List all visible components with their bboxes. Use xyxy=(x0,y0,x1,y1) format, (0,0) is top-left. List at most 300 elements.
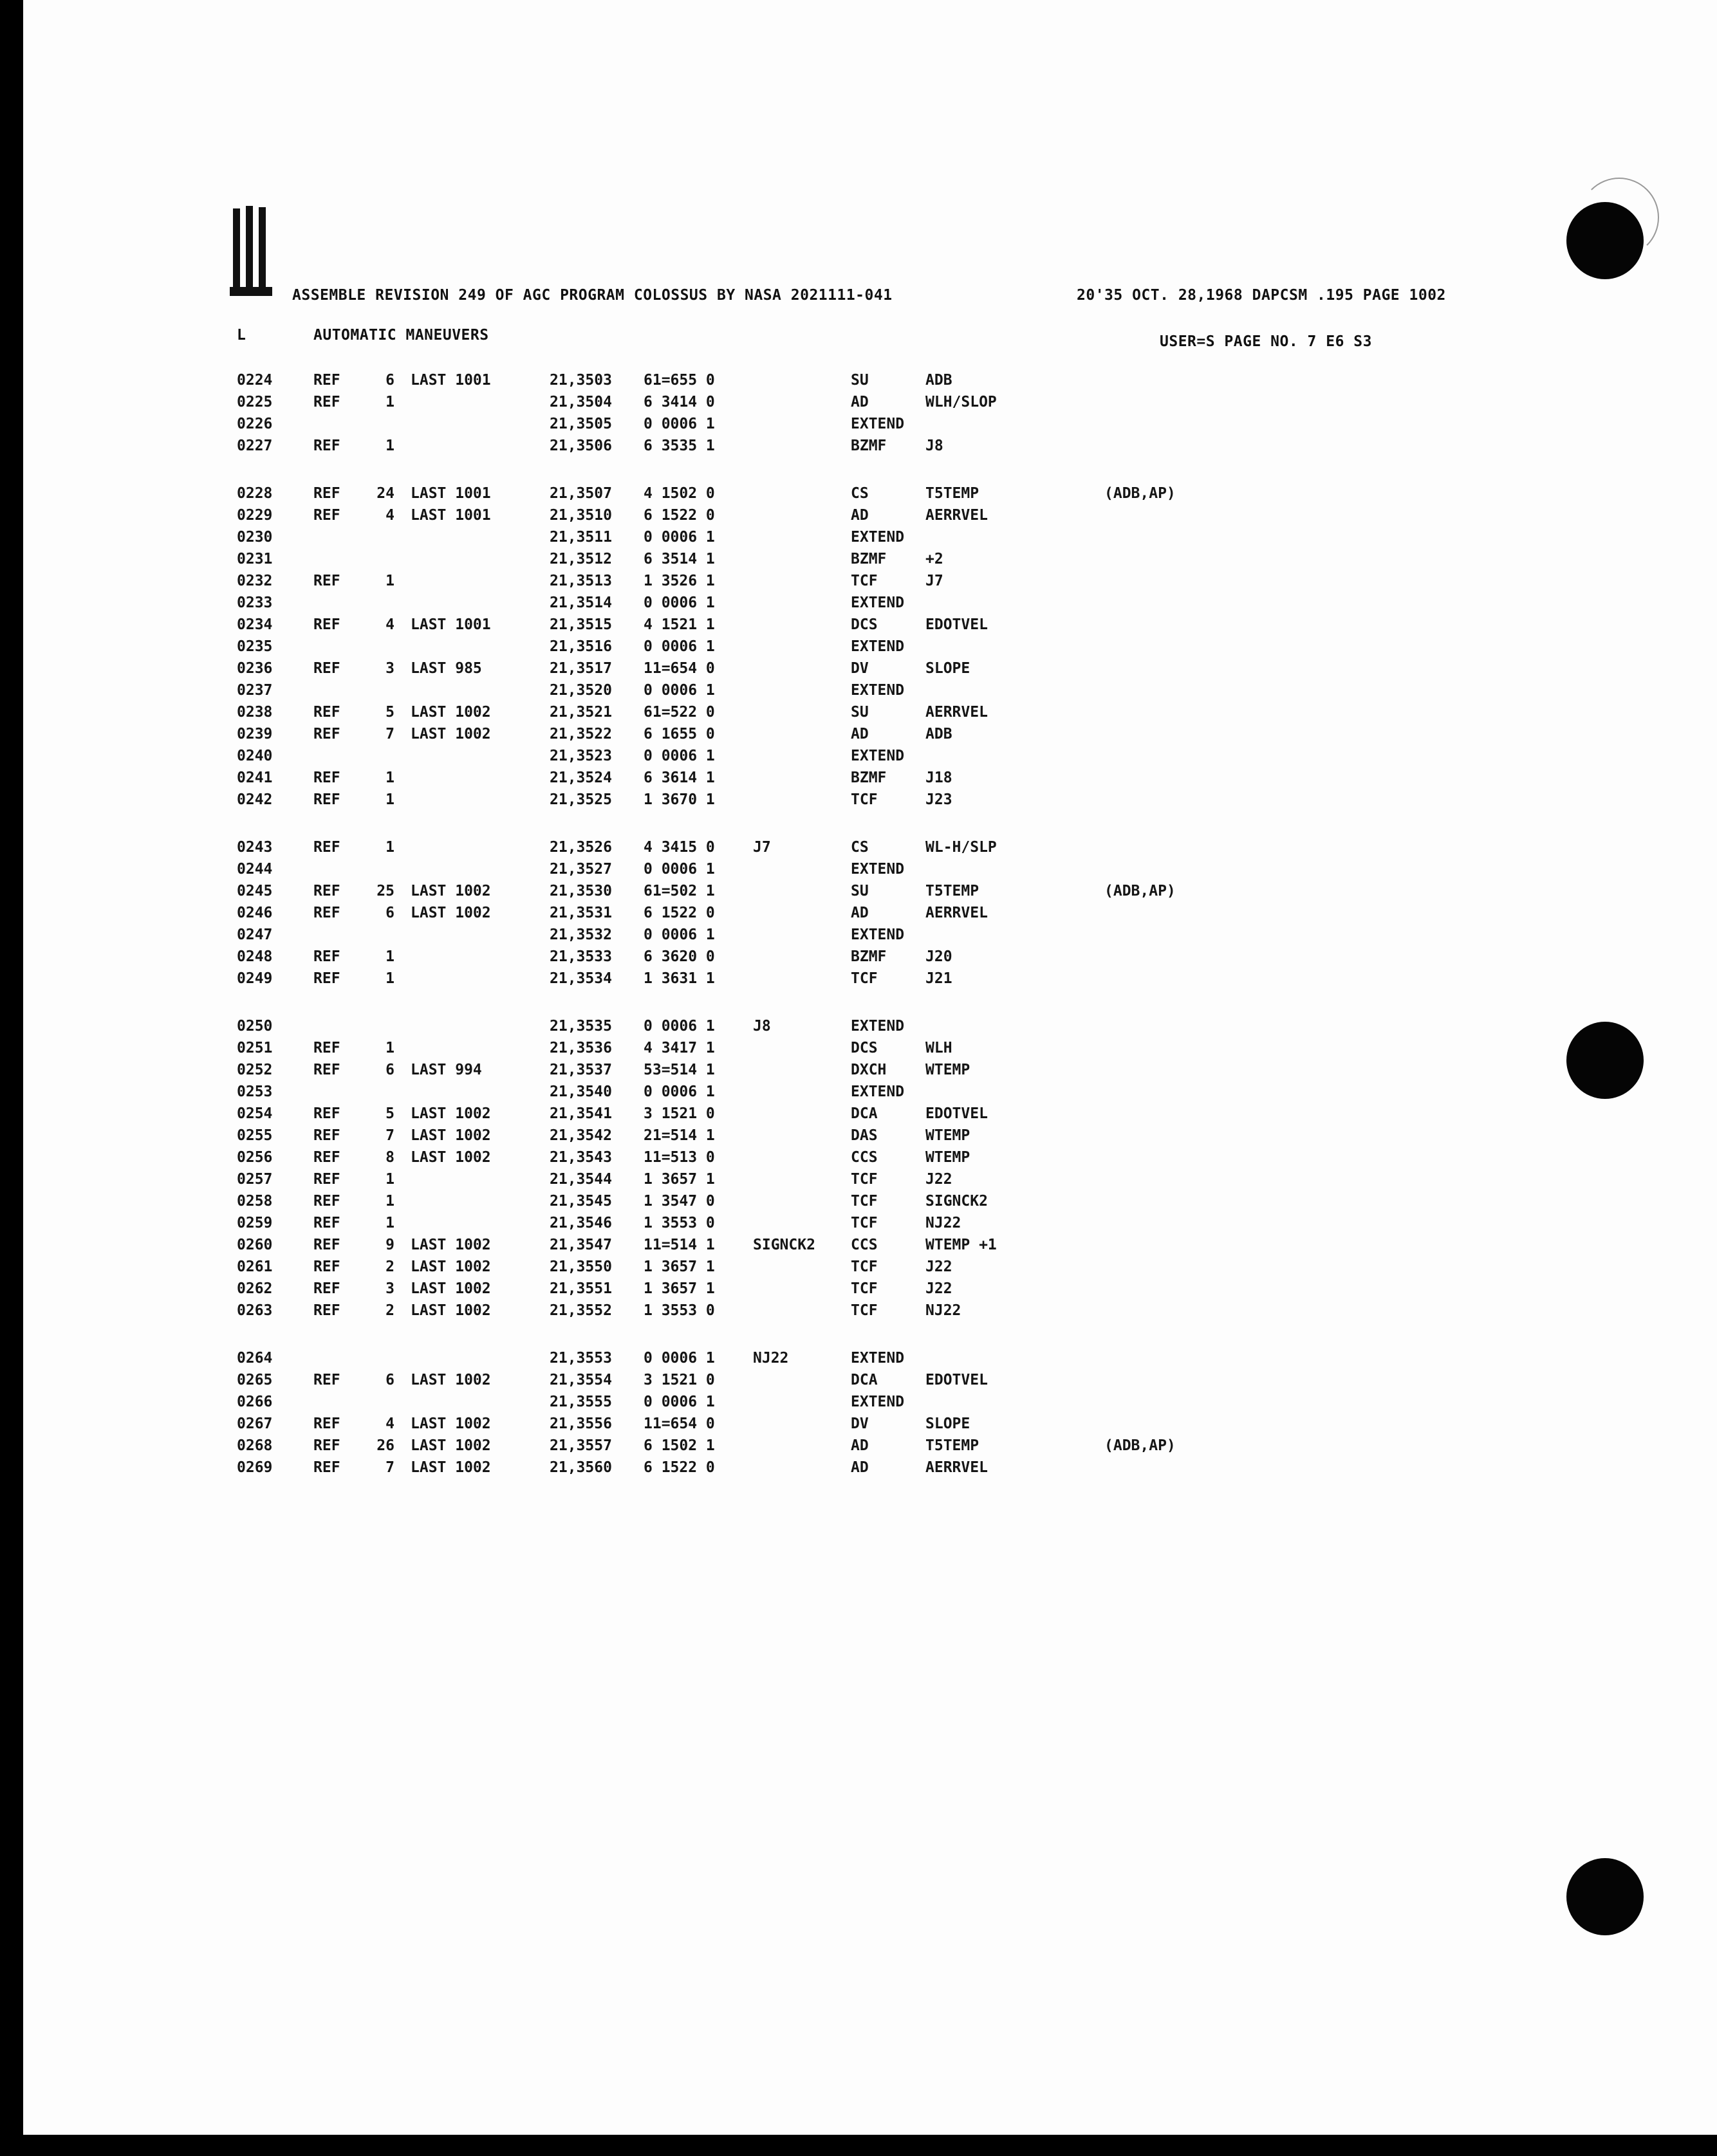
address: 21,3555 xyxy=(550,1394,612,1410)
comment: (ADB,AP) xyxy=(1104,485,1176,502)
ref-count: 7 xyxy=(385,726,394,742)
octal-word: 61=502 1 xyxy=(644,883,715,899)
octal-word: 1 3657 1 xyxy=(644,1280,715,1297)
line-number: 0245 xyxy=(237,883,273,899)
opcode: AD xyxy=(851,1459,869,1476)
address: 21,3550 xyxy=(550,1258,612,1275)
line-number: 0238 xyxy=(237,704,273,721)
operand: J18 xyxy=(925,769,952,786)
listing-row xyxy=(23,507,1717,529)
address: 21,3504 xyxy=(550,394,612,410)
ref-flag: REF xyxy=(313,1193,340,1210)
address: 21,3552 xyxy=(550,1302,612,1319)
octal-word: 1 3547 0 xyxy=(644,1193,715,1210)
ref-flag: REF xyxy=(313,1149,340,1166)
ref-count: 7 xyxy=(385,1459,394,1476)
ref-flag: REF xyxy=(313,948,340,965)
operand: NJ22 xyxy=(925,1215,961,1231)
listing-row xyxy=(23,1018,1717,1040)
opcode: AD xyxy=(851,507,869,524)
opcode: EXTEND xyxy=(851,638,905,655)
last-ref: LAST 1002 xyxy=(411,1258,491,1275)
octal-word: 4 1502 0 xyxy=(644,485,715,502)
line-number: 0255 xyxy=(237,1127,273,1144)
operand: J22 xyxy=(925,1280,952,1297)
ref-count: 1 xyxy=(385,791,394,808)
ref-count: 5 xyxy=(385,704,394,721)
line-number: 0237 xyxy=(237,682,273,699)
opcode: BZMF xyxy=(851,438,887,454)
address: 21,3521 xyxy=(550,704,612,721)
line-number: 0246 xyxy=(237,905,273,921)
opcode: DCA xyxy=(851,1105,878,1122)
listing-row xyxy=(23,883,1717,905)
operand: AERRVEL xyxy=(925,905,988,921)
operand: WTEMP xyxy=(925,1062,970,1078)
ref-flag: REF xyxy=(313,883,340,899)
line-number: 0242 xyxy=(237,791,273,808)
octal-word: 11=513 0 xyxy=(644,1149,715,1166)
octal-word: 1 3670 1 xyxy=(644,791,715,808)
address: 21,3523 xyxy=(550,748,612,764)
last-ref: LAST 1002 xyxy=(411,1127,491,1144)
octal-word: 11=654 0 xyxy=(644,1415,715,1432)
ref-count: 1 xyxy=(385,1040,394,1056)
octal-word: 0 0006 1 xyxy=(644,748,715,764)
ref-count: 25 xyxy=(376,883,394,899)
ref-count: 6 xyxy=(385,1062,394,1078)
last-ref: LAST 1001 xyxy=(411,616,491,633)
opcode: DV xyxy=(851,660,869,677)
octal-word: 11=514 1 xyxy=(644,1237,715,1253)
operand: T5TEMP xyxy=(925,485,979,502)
ref-flag: REF xyxy=(313,1258,340,1275)
address: 21,3517 xyxy=(550,660,612,677)
opcode: EXTEND xyxy=(851,926,905,943)
opcode: CS xyxy=(851,485,869,502)
listing-row xyxy=(23,682,1717,704)
operand: NJ22 xyxy=(925,1302,961,1319)
octal-word: 6 1502 1 xyxy=(644,1437,715,1454)
line-number: 0263 xyxy=(237,1302,273,1319)
ref-flag: REF xyxy=(313,1415,340,1432)
listing-row xyxy=(23,1040,1717,1062)
operand: J22 xyxy=(925,1171,952,1188)
address: 21,3530 xyxy=(550,883,612,899)
address: 21,3533 xyxy=(550,948,612,965)
line-number: 0224 xyxy=(237,372,273,389)
listing-page xyxy=(23,0,1717,2135)
listing-row xyxy=(23,1127,1717,1149)
listing-row xyxy=(23,1105,1717,1127)
line-number: 0250 xyxy=(237,1018,273,1035)
ref-flag: REF xyxy=(313,394,340,410)
address: 21,3557 xyxy=(550,1437,612,1454)
octal-word: 0 0006 1 xyxy=(644,416,715,432)
octal-word: 61=522 0 xyxy=(644,704,715,721)
ref-flag: REF xyxy=(313,1437,340,1454)
ref-count: 1 xyxy=(385,1215,394,1231)
line-number: 0261 xyxy=(237,1258,273,1275)
ref-flag: REF xyxy=(313,704,340,721)
address: 21,3534 xyxy=(550,970,612,987)
listing-row xyxy=(23,1459,1717,1481)
last-ref: LAST 994 xyxy=(411,1062,482,1078)
opcode: BZMF xyxy=(851,769,887,786)
last-ref: LAST 1002 xyxy=(411,1437,491,1454)
last-ref: LAST 1002 xyxy=(411,726,491,742)
opcode: AD xyxy=(851,1437,869,1454)
listing-row xyxy=(23,1237,1717,1258)
opcode: TCF xyxy=(851,1193,878,1210)
line-number: 0254 xyxy=(237,1105,273,1122)
ref-count: 3 xyxy=(385,660,394,677)
line-number: 0227 xyxy=(237,438,273,454)
address: 21,3547 xyxy=(550,1237,612,1253)
address: 21,3527 xyxy=(550,861,612,878)
listing-row xyxy=(23,926,1717,948)
ref-flag: REF xyxy=(313,1372,340,1388)
ref-count: 1 xyxy=(385,948,394,965)
octal-word: 53=514 1 xyxy=(644,1062,715,1078)
operand: J21 xyxy=(925,970,952,987)
operand: T5TEMP xyxy=(925,1437,979,1454)
line-number: 0233 xyxy=(237,594,273,611)
ref-flag: REF xyxy=(313,1459,340,1476)
address: 21,3510 xyxy=(550,507,612,524)
opcode: TCF xyxy=(851,791,878,808)
ref-flag: REF xyxy=(313,905,340,921)
ref-count: 2 xyxy=(385,1302,394,1319)
octal-word: 0 0006 1 xyxy=(644,861,715,878)
ref-flag: REF xyxy=(313,726,340,742)
section-title: AUTOMATIC MANEUVERS xyxy=(313,327,489,344)
ref-count: 4 xyxy=(385,507,394,524)
octal-word: 4 3415 0 xyxy=(644,839,715,856)
line-number: 0258 xyxy=(237,1193,273,1210)
listing-row xyxy=(23,594,1717,616)
line-number: 0228 xyxy=(237,485,273,502)
opcode: DCS xyxy=(851,1040,878,1056)
listing-row xyxy=(23,748,1717,769)
address: 21,3514 xyxy=(550,594,612,611)
operand: AERRVEL xyxy=(925,1459,988,1476)
listing-row xyxy=(23,769,1717,791)
comment: (ADB,AP) xyxy=(1104,883,1176,899)
opcode: TCF xyxy=(851,1215,878,1231)
octal-word: 21=514 1 xyxy=(644,1127,715,1144)
address: 21,3541 xyxy=(550,1105,612,1122)
listing-row xyxy=(23,861,1717,883)
address: 21,3543 xyxy=(550,1149,612,1166)
line-number: 0229 xyxy=(237,507,273,524)
octal-word: 1 3553 0 xyxy=(644,1302,715,1319)
listing-row xyxy=(23,1302,1717,1324)
octal-word: 6 1522 0 xyxy=(644,905,715,921)
header-log-marker: L xyxy=(237,327,246,344)
listing-row xyxy=(23,638,1717,660)
listing-row xyxy=(23,1372,1717,1394)
binder-tab-mark xyxy=(228,205,290,301)
listing-row xyxy=(23,551,1717,573)
address: 21,3531 xyxy=(550,905,612,921)
line-number: 0252 xyxy=(237,1062,273,1078)
address: 21,3556 xyxy=(550,1415,612,1432)
symbol-label: SIGNCK2 xyxy=(753,1237,815,1253)
address: 21,3505 xyxy=(550,416,612,432)
operand: ADB xyxy=(925,726,952,742)
operand: WTEMP +1 xyxy=(925,1237,997,1253)
opcode: EXTEND xyxy=(851,682,905,699)
octal-word: 6 3535 1 xyxy=(644,438,715,454)
opcode: TCF xyxy=(851,1302,878,1319)
opcode: BZMF xyxy=(851,551,887,567)
symbol-label: J8 xyxy=(753,1018,771,1035)
opcode: EXTEND xyxy=(851,594,905,611)
line-number: 0262 xyxy=(237,1280,273,1297)
listing-row xyxy=(23,438,1717,459)
address: 21,3507 xyxy=(550,485,612,502)
octal-word: 6 3414 0 xyxy=(644,394,715,410)
ref-count: 8 xyxy=(385,1149,394,1166)
opcode: TCF xyxy=(851,573,878,589)
line-number: 0268 xyxy=(237,1437,273,1454)
opcode: CS xyxy=(851,839,869,856)
ref-count: 1 xyxy=(385,769,394,786)
line-number: 0230 xyxy=(237,529,273,546)
opcode: EXTEND xyxy=(851,1394,905,1410)
line-number: 0236 xyxy=(237,660,273,677)
ref-flag: REF xyxy=(313,791,340,808)
ref-flag: REF xyxy=(313,1237,340,1253)
listing-row xyxy=(23,791,1717,813)
line-number: 0248 xyxy=(237,948,273,965)
ref-count: 6 xyxy=(385,1372,394,1388)
opcode: AD xyxy=(851,905,869,921)
opcode: BZMF xyxy=(851,948,887,965)
octal-word: 6 1522 0 xyxy=(644,1459,715,1476)
punch-hole-middle xyxy=(1566,1022,1644,1099)
symbol-label: J7 xyxy=(753,839,771,856)
address: 21,3532 xyxy=(550,926,612,943)
line-number: 0226 xyxy=(237,416,273,432)
ref-count: 1 xyxy=(385,394,394,410)
opcode: EXTEND xyxy=(851,861,905,878)
octal-word: 0 0006 1 xyxy=(644,638,715,655)
operand: J23 xyxy=(925,791,952,808)
address: 21,3537 xyxy=(550,1062,612,1078)
line-number: 0241 xyxy=(237,769,273,786)
last-ref: LAST 1002 xyxy=(411,1105,491,1122)
octal-word: 3 1521 0 xyxy=(644,1105,715,1122)
last-ref: LAST 1001 xyxy=(411,485,491,502)
line-number: 0247 xyxy=(237,926,273,943)
octal-word: 0 0006 1 xyxy=(644,1350,715,1367)
ref-count: 9 xyxy=(385,1237,394,1253)
operand: J7 xyxy=(925,573,943,589)
opcode: TCF xyxy=(851,970,878,987)
operand: WTEMP xyxy=(925,1149,970,1166)
address: 21,3516 xyxy=(550,638,612,655)
operand: J22 xyxy=(925,1258,952,1275)
listing-row xyxy=(23,1280,1717,1302)
ref-flag: REF xyxy=(313,1127,340,1144)
octal-word: 1 3657 1 xyxy=(644,1171,715,1188)
line-number: 0256 xyxy=(237,1149,273,1166)
last-ref: LAST 1002 xyxy=(411,1237,491,1253)
last-ref: LAST 1002 xyxy=(411,1415,491,1432)
opcode: SU xyxy=(851,883,869,899)
ref-flag: REF xyxy=(313,970,340,987)
punch-hole-bottom xyxy=(1566,1858,1644,1935)
header-program-line: ASSEMBLE REVISION 249 OF AGC PROGRAM COLOSSUS BY NASA 2021111-041 xyxy=(292,287,893,304)
comment: (ADB,AP) xyxy=(1104,1437,1176,1454)
ref-count: 6 xyxy=(385,905,394,921)
symbol-label: NJ22 xyxy=(753,1350,789,1367)
ref-count: 6 xyxy=(385,372,394,389)
opcode: DXCH xyxy=(851,1062,887,1078)
line-number: 0244 xyxy=(237,861,273,878)
ref-count: 2 xyxy=(385,1258,394,1275)
last-ref: LAST 1002 xyxy=(411,1280,491,1297)
ref-count: 7 xyxy=(385,1127,394,1144)
listing-row xyxy=(23,1415,1717,1437)
opcode: TCF xyxy=(851,1258,878,1275)
line-number: 0266 xyxy=(237,1394,273,1410)
line-number: 0260 xyxy=(237,1237,273,1253)
ref-count: 4 xyxy=(385,616,394,633)
ref-count: 26 xyxy=(376,1437,394,1454)
listing-row xyxy=(23,485,1717,507)
address: 21,3535 xyxy=(550,1018,612,1035)
listing-row xyxy=(23,529,1717,551)
operand: WL-H/SLP xyxy=(925,839,997,856)
operand: ADB xyxy=(925,372,952,389)
address: 21,3524 xyxy=(550,769,612,786)
operand: AERRVEL xyxy=(925,704,988,721)
address: 21,3545 xyxy=(550,1193,612,1210)
ref-flag: REF xyxy=(313,1171,340,1188)
opcode: DCS xyxy=(851,616,878,633)
ref-flag: REF xyxy=(313,485,340,502)
ref-flag: REF xyxy=(313,1302,340,1319)
line-number: 0225 xyxy=(237,394,273,410)
line-number: 0239 xyxy=(237,726,273,742)
octal-word: 6 3514 1 xyxy=(644,551,715,567)
octal-word: 0 0006 1 xyxy=(644,1083,715,1100)
octal-word: 3 1521 0 xyxy=(644,1372,715,1388)
last-ref: LAST 1002 xyxy=(411,1149,491,1166)
address: 21,3544 xyxy=(550,1171,612,1188)
line-number: 0251 xyxy=(237,1040,273,1056)
ref-flag: REF xyxy=(313,1105,340,1122)
last-ref: LAST 1001 xyxy=(411,507,491,524)
address: 21,3520 xyxy=(550,682,612,699)
operand: SIGNCK2 xyxy=(925,1193,988,1210)
listing-row xyxy=(23,726,1717,748)
opcode: EXTEND xyxy=(851,1083,905,1100)
octal-word: 6 1522 0 xyxy=(644,507,715,524)
ref-flag: REF xyxy=(313,1280,340,1297)
last-ref: LAST 1002 xyxy=(411,883,491,899)
octal-word: 4 1521 1 xyxy=(644,616,715,633)
opcode: CCS xyxy=(851,1149,878,1166)
ref-count: 5 xyxy=(385,1105,394,1122)
listing-row xyxy=(23,948,1717,970)
last-ref: LAST 1002 xyxy=(411,1372,491,1388)
address: 21,3503 xyxy=(550,372,612,389)
operand: EDOTVEL xyxy=(925,616,988,633)
opcode: DAS xyxy=(851,1127,878,1144)
address: 21,3526 xyxy=(550,839,612,856)
line-number: 0243 xyxy=(237,839,273,856)
ref-count: 1 xyxy=(385,1171,394,1188)
listing-row xyxy=(23,704,1717,726)
operand: EDOTVEL xyxy=(925,1372,988,1388)
listing-row xyxy=(23,1437,1717,1459)
ref-count: 1 xyxy=(385,438,394,454)
line-number: 0232 xyxy=(237,573,273,589)
ref-flag: REF xyxy=(313,372,340,389)
line-number: 0257 xyxy=(237,1171,273,1188)
listing-row xyxy=(23,1394,1717,1415)
ref-count: 24 xyxy=(376,485,394,502)
line-number: 0240 xyxy=(237,748,273,764)
line-number: 0267 xyxy=(237,1415,273,1432)
octal-word: 1 3526 1 xyxy=(644,573,715,589)
listing-row xyxy=(23,1258,1717,1280)
listing-row xyxy=(23,573,1717,594)
opcode: DV xyxy=(851,1415,869,1432)
opcode: CCS xyxy=(851,1237,878,1253)
operand: WTEMP xyxy=(925,1127,970,1144)
line-number: 0264 xyxy=(237,1350,273,1367)
operand: WLH xyxy=(925,1040,952,1056)
octal-word: 0 0006 1 xyxy=(644,682,715,699)
opcode: EXTEND xyxy=(851,416,905,432)
ref-flag: REF xyxy=(313,1040,340,1056)
user-page-number: USER=S PAGE NO. 7 E6 S3 xyxy=(1160,333,1372,350)
last-ref: LAST 1002 xyxy=(411,704,491,721)
octal-word: 6 3614 1 xyxy=(644,769,715,786)
address: 21,3536 xyxy=(550,1040,612,1056)
last-ref: LAST 1001 xyxy=(411,372,491,389)
line-number: 0234 xyxy=(237,616,273,633)
listing-row xyxy=(23,839,1717,861)
address: 21,3515 xyxy=(550,616,612,633)
octal-word: 1 3657 1 xyxy=(644,1258,715,1275)
ref-count: 1 xyxy=(385,1193,394,1210)
last-ref: LAST 1002 xyxy=(411,1302,491,1319)
address: 21,3560 xyxy=(550,1459,612,1476)
listing-row xyxy=(23,1062,1717,1083)
opcode: SU xyxy=(851,704,869,721)
ref-flag: REF xyxy=(313,573,340,589)
address: 21,3512 xyxy=(550,551,612,567)
opcode: EXTEND xyxy=(851,1018,905,1035)
operand: T5TEMP xyxy=(925,883,979,899)
punch-hole-top-arc xyxy=(1579,178,1659,257)
ref-count: 3 xyxy=(385,1280,394,1297)
address: 21,3542 xyxy=(550,1127,612,1144)
ref-count: 1 xyxy=(385,573,394,589)
octal-word: 6 3620 0 xyxy=(644,948,715,965)
address: 21,3506 xyxy=(550,438,612,454)
opcode: EXTEND xyxy=(851,748,905,764)
line-number: 0253 xyxy=(237,1083,273,1100)
last-ref: LAST 1002 xyxy=(411,1459,491,1476)
octal-word: 0 0006 1 xyxy=(644,926,715,943)
